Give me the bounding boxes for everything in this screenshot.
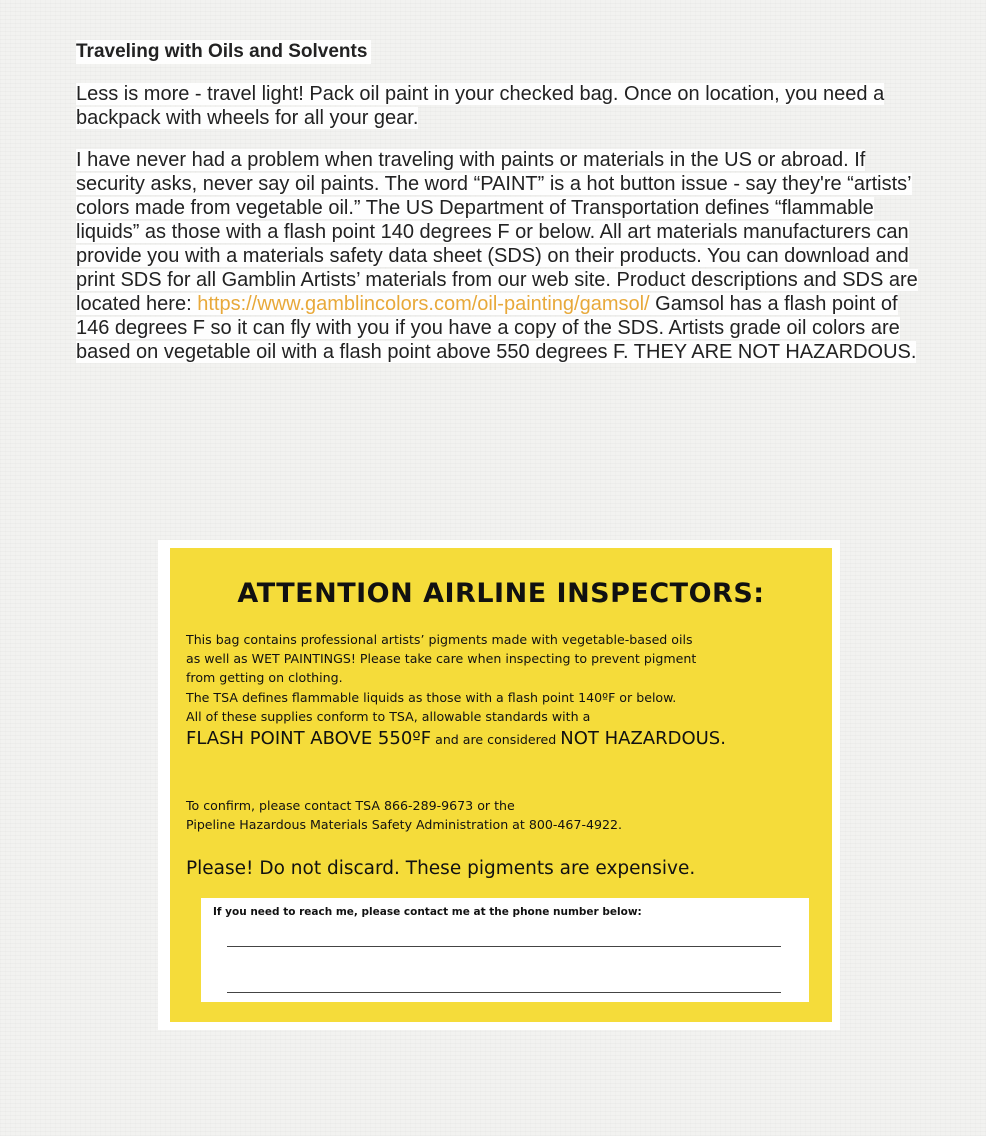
sign-line: from getting on clothing. [186,670,343,686]
not-hazardous-emphasis: NOT HAZARDOUS. [560,728,726,750]
paragraph-security [76,148,926,364]
inspector-sign [170,548,832,1022]
flash-point-emphasis: FLASH POINT ABOVE 550ºF [186,728,432,750]
sign-flash-point [186,726,826,753]
sign-line: The TSA defines flammable liquids as those with a flash point 140ºF or below. [186,689,677,705]
sign-discard-note: Please! Do not discard. These pigments are expensive. [186,858,696,879]
sign-body [186,630,826,753]
sign-contact-line: To confirm, please contact TSA 866-289-9673 or the [186,798,515,813]
sign-title: ATTENTION AIRLINE INSPECTORS: [237,578,765,609]
article [76,40,926,382]
flash-point-connector: and are considered [431,732,561,748]
inspector-sign-frame [158,540,840,1030]
sign-contact-line: Pipeline Hazardous Materials Safety Administration at 800-467-4922. [186,817,623,833]
gamsol-link[interactable]: https://www.gamblincolors.com/oil-painting/gamsol/ [197,293,650,315]
contact-box [201,898,809,1002]
paragraph-security-text-continued: Gamsol has a flash point of 146 degrees F so it can fly with you if you have a copy of the SDS. Artists grade oil colors are based on vegetable oil with a flash point above 550 degrees F. THEY ARE NOT HAZARDOUS. [76,293,917,363]
sign-line: as well as WET PAINTINGS! Please take care when inspecting to prevent pigment [186,651,697,667]
sign-line: All of these supplies conform to TSA, allowable standards with a [186,708,591,724]
contact-label: If you need to reach me, please contact me at the phone number below: [213,906,642,918]
article-heading: Traveling with Oils and Solvents [76,40,371,64]
paragraph-travel-light [76,82,926,130]
paragraph-travel-light-text: Less is more - travel light! Pack oil paint in your checked bag. Once on location, you need a backpack with wheels for all your gear. [76,83,885,129]
phone-blank-line [227,946,781,947]
phone-blank-line [227,992,781,993]
sign-line: This bag contains professional artists’ pigments made with vegetable-based oils [186,632,693,647]
paragraph-security-text: I have never had a problem when traveling with paints or materials in the US or abroad. If security asks, never say oil paints. The word “PAINT” is a hot button issue - say they're “artists’ colors made from vegetable oil.” The US Department of Transportation defines “flammable liquids” as those with a flash point 140 degrees F or below. All art materials manufacturers can provide you with a materials safety data sheet (SDS) on their products. You can download and print SDS for all Gamblin Artists’ materials from our web site. Product descriptions and SDS are located here: [76,149,918,315]
sign-contact-info [186,796,826,834]
